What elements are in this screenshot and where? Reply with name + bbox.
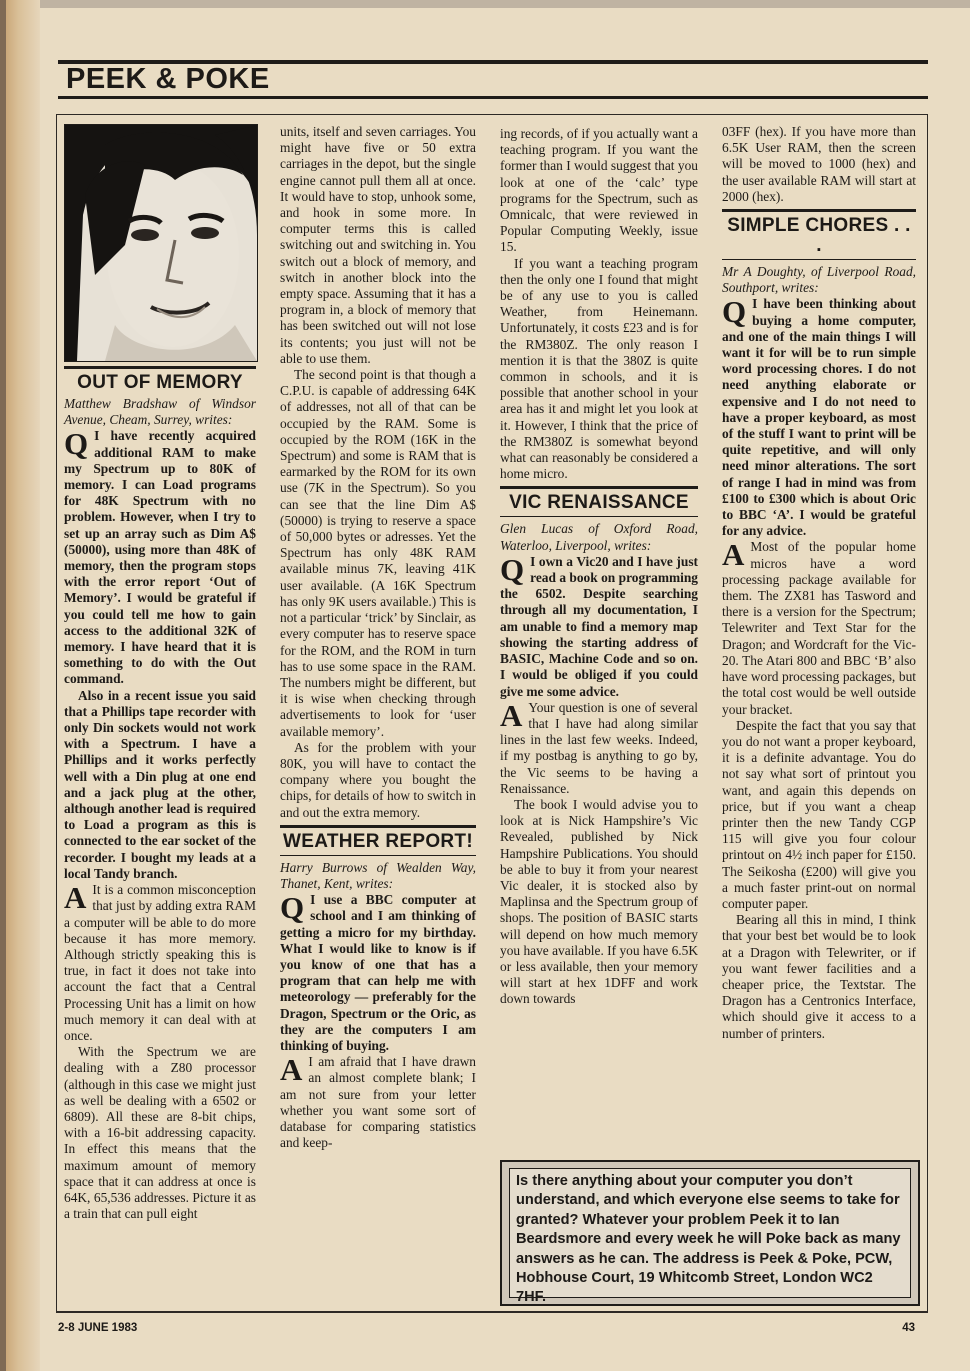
section-header [58,60,928,102]
answer-4-continued: Despite the fact that you say that you do not want a proper keyboard, it is a definite advantage. You do not say what sort of printout you want, and again this depends on price, but if you want a cheap printer then the new Tandy CGP 115 will give you four colour printout on 4½ inch paper for £150. The Seikosha (£200) will give you a much faster print-out on normal computer paper. [722,717,916,911]
column-3 [500,126,698,1008]
reader-notice-inner [509,1168,911,1306]
question-4-text: I have been thinking about buying a home computer, and one of the main things I will want it for will be to run simple word processing chores. I do not need anything elaborate or expensive and I do not need to have a proper keyboard, as most of the stuff I want to print will be quite repetitive, and will only need minor alterations. The sort of range I had in mind was from £100 to £300 which is about Oric to BBC ‘A’. I would be grateful for any advice. [722,296,916,539]
answer-drop-letter: A [722,537,745,573]
question-3 [500,551,698,700]
question-3-text: I own a Vic20 and I have just read a book on programming the 6502. Despite searching through all my documentation, I am unable to find a memory map showing the starting address of BASIC, Machine Code and so on. I would be obliged if you could give me some advice. [500,553,698,699]
question-2 [280,892,476,1054]
issue-date: 2-8 JUNE 1983 [58,1322,138,1334]
answer-3 [500,697,698,797]
question-drop-letter: Q [64,426,89,462]
page-number: 43 [902,1322,915,1334]
answer-drop-letter: A [500,697,523,733]
column-4 [722,124,916,1042]
column-1 [64,124,256,1222]
answer-3-part-3: 03FF (hex). If you have more than 6.5K User RAM, then the screen will be moved to 1000 (hex) and the user available RAM will start at 2000 (hex). [722,124,916,204]
question-2-text: I use a BBC computer at school and I am thinking of getting a micro for my birthday. What I would like to know is if you know of one that has a program that can help me with meteorology — preferably for the Dragon, Spectrum or the Oric, as they are the computers I am thinking of buying. [280,892,476,1053]
answer-3-continued: The book I would advise you to look at is Nick Hampshire’s Vic Revealed, published by Nick Hampshire Publications. You should be able to buy it from your nearest Vic dealer, it is stocked also by Maplinsa and the Spectrum group of shops. The position of BASIC starts will depend on how much memory you have available. If you have 6.5K or less available, then your memory will start at hex 1DFF and work down towards [500,796,698,1007]
page-spine-shadow [0,0,40,1371]
question-drop-letter: Q [280,890,305,926]
page-top-edge [40,0,970,8]
question-1 [64,428,256,687]
page-binding-edge [0,0,6,1371]
answer-1 [64,882,256,1044]
answer-2 [280,1054,476,1151]
answer-2-continued: ing records, of if you actually want a teaching program. If you want the former than I would suggest that you look at one of the ‘calc’ type programs for the Spectrum, such as Omnicalc, that were reviewed in Popular Computing Weekly, issue 15. [500,126,698,255]
byline-2: Harry Burrows of Wealden Way, Thanet, Kent, writes: [280,859,476,891]
answer-drop-letter: A [280,1052,303,1088]
page-title: PEEK & POKE [66,63,270,95]
reader-notice-box [500,1160,920,1306]
portrait-image [65,125,257,361]
answer-1-continued: With the Spectrum we are dealing with a Z80 processor (although in this case we might just as well be dealing with a 6502 or 6809). All these are 8-bit chips, with a 16-bit addressing capacity. In effect this means that the maximum amount of memory space that it can address at once is 64K, 65,536 addresses. Picture it as a train that can pull eight [64,1044,256,1222]
heading-vic-renaissance: VIC RENAISSANCE [500,486,698,517]
question-drop-letter: Q [500,551,525,587]
answer-1-part-5: As for the problem with your 80K, you will have to contact the company where you bought the chips, for details of how to switch in and out the extra memory. [280,739,476,820]
answer-4 [722,539,916,717]
question-4 [722,296,916,539]
answer-1-part-4: The second point is that though a C.P.U. is capable of addressing 64K of addresses, not all of that can be occupied by the RAM. Some is occupied by the ROM (16K in the Spectrum) and some is RAM that is earmarked by the ROM for its own use (7K in the Spectrum). So you can see that the line Dim A$ (50000) is trying to reserve a space of 50,000 bytes or adresses. Yet the Spectrum has only 48K RAM available minus 7K, leaving 41K user available. (A 16K Spectrum has only 9K users available.) This is not a particular ‘trick’ by Sinclair, as every computer has to reserve space for the ROM, and the ROM in turn has to use some space in the RAM. The numbers might be different, but it is wise when checking through advertisements to look for ‘user available memory’. [280,367,476,739]
question-drop-letter: Q [722,294,747,330]
footer-rule [56,1312,928,1313]
byline-3: Glen Lucas of Oxford Road, Waterloo, Liverpool, writes: [500,521,698,553]
answer-4-text: Most of the popular home micros have a word processing package available for them. The ZX81 has Tasword and there is a version for the Spectrum; Telewriter and Text Star for the Dragon; and Wordcraft for the Vic-20. The Atari 800 and BBC ‘B’ also have word processing packages, but the total cost would be well outside your bracket. [722,539,916,717]
answer-3-text: Your question is one of several that I have had along similar lines in the last few weeks. Indeed, if my postbag is anything to go by, the Vic seems to be having a Renaissance. [500,699,698,796]
author-photo [64,124,258,362]
reader-notice-text: Is there anything about your computer you don’t understand, and which everyone else seems to take for granted? Whatever your problem Peek it to Ian Beardsmore and every week he will Poke back as many answers as he can. The address is Peek & Poke, PCW, Hobhouse Court, 19 Whitcomb Street, London WC2 7HF. [516,1173,901,1306]
answer-1-part-3: units, itself and seven carriages. You might have five or 50 extra carriages in the depot, but the single engine cannot pull them all at once. It would have to stop, unhook some, and hook in some more. In computer terms this is called switching out and switching in. You switch out a block of memory, and switch in another block into the empty space. Assuming that it has a program in, a block of memory that has been switched out will not lose its contents; you just will not be able to use them. [280,124,476,366]
heading-weather-report: WEATHER REPORT! [280,825,476,856]
answer-drop-letter: A [64,880,87,916]
heading-out-of-memory: OUT OF MEMORY [64,366,256,396]
answer-4-part-3: Bearing all this in mind, I think that your best bet would be to look at a Dragon with Telewriter, or if you want fewer facilities and a cheaper price, the Textstar. The Dragon has a Centronics Interface, which should give it access to a number of printers. [722,912,916,1041]
heading-simple-chores: SIMPLE CHORES . . . [722,209,916,260]
question-1-continued: Also in a recent issue you said that a Phillips tape recorder with only Din sockets would not work with a Spectrum. I have a Phillips and it works perfectly well with a Din plug at one end and a jack plug at the other, although another lead is required to Load a program as this is connected to the ear socket of the recorder. I bought my leads at a local Tandy branch. [64,687,256,881]
column-2 [280,124,476,1151]
answer-1-text: It is a common misconception that just by adding extra RAM a computer will be able to do more because it has more memory. Although strictly speaking this is true, in fact it does not take into account the fact that a Central Processing Unit has a limit on how much memory it can deal with at once. [64,882,256,1043]
answer-2-text: I am afraid that I have drawn an almost complete blank; I am not sure from your letter whether you want some sort of database for comparing statistics and keep- [280,1054,476,1151]
answer-2-part-3: If you want a teaching program then the only one I found that might be of any use to you is called Weather, from Heinemann. Unfortunately, it costs £23 and is for the RM380Z. The only reason I mention it is that the 380Z is quite common in schools, and it is possible that another school in your area has it and might let you look at it. However, I think that the price of the RM380Z is somewhat beyond what can reasonably be considered a home micro. [500,255,698,482]
question-1-text: I have recently acquired additional RAM to make my Spectrum up to 80K of memory. I can Load programs for 48K Spectrum with no problem. However, when I try to set up an array such as Dim A$ (50000), using more than 48K of memory, then the program stops with the error report ‘Out of Memory’. I would be grateful if you could tell me how to gain access to the additional 32K of memory. I have heard that it is something to do with the Out command. [64,428,256,687]
byline-1: Matthew Bradshaw of Windsor Avenue, Cheam, Surrey, writes: [64,396,256,428]
byline-4: Mr A Doughty, of Liverpool Road, Southport, writes: [722,264,916,296]
header-rule-bottom [58,96,928,99]
